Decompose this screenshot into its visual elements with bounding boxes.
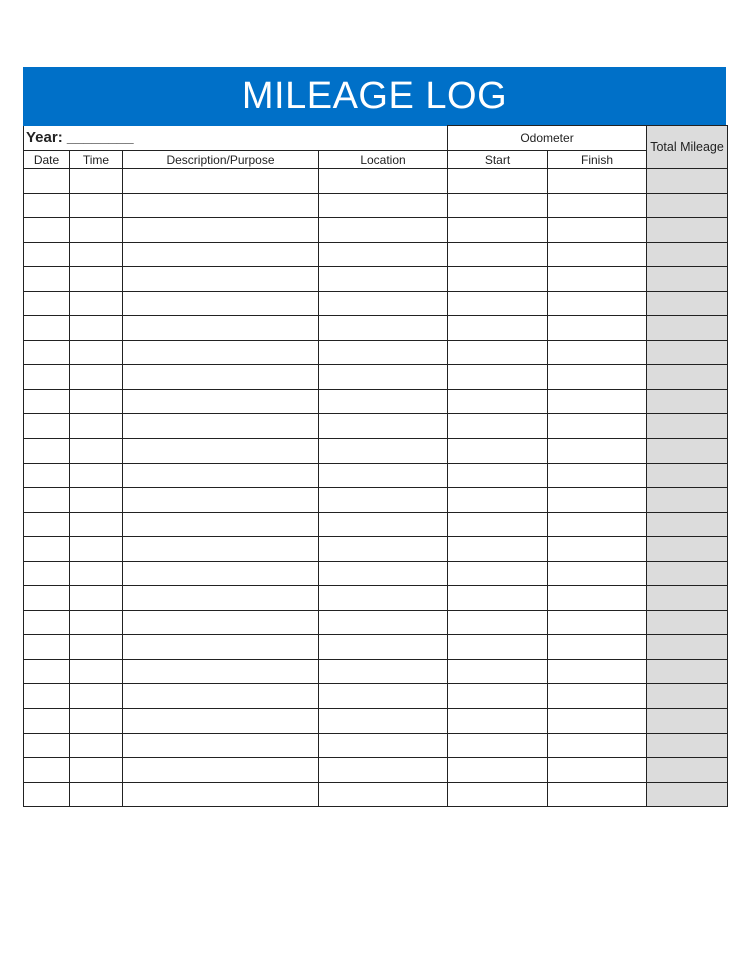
odometer-start-cell[interactable] bbox=[448, 512, 548, 537]
description-header: Description/Purpose bbox=[123, 151, 319, 169]
odometer-start-cell[interactable] bbox=[448, 267, 548, 292]
odometer-start-header: Start bbox=[448, 151, 548, 169]
odometer-finish-cell[interactable] bbox=[548, 709, 647, 734]
odometer-finish-cell[interactable] bbox=[548, 586, 647, 611]
description-cell[interactable] bbox=[123, 365, 319, 390]
time-cell[interactable] bbox=[70, 267, 123, 292]
odometer-start-cell[interactable] bbox=[448, 610, 548, 635]
time-cell[interactable] bbox=[70, 488, 123, 513]
odometer-start-cell[interactable] bbox=[448, 659, 548, 684]
table-row bbox=[24, 193, 728, 218]
table-row bbox=[24, 488, 728, 513]
time-cell[interactable] bbox=[70, 169, 123, 194]
total-mileage-cell[interactable] bbox=[647, 463, 728, 488]
total-mileage-cell[interactable] bbox=[647, 684, 728, 709]
location-cell[interactable] bbox=[319, 709, 448, 734]
year-label: Year: bbox=[26, 129, 63, 147]
odometer-start-cell[interactable] bbox=[448, 758, 548, 783]
odometer-finish-cell[interactable] bbox=[548, 463, 647, 488]
table-row bbox=[24, 414, 728, 439]
mileage-log-table bbox=[23, 125, 728, 807]
date-cell[interactable] bbox=[24, 782, 70, 807]
total-mileage-cell[interactable] bbox=[647, 537, 728, 562]
description-cell[interactable] bbox=[123, 561, 319, 586]
odometer-start-cell[interactable] bbox=[448, 389, 548, 414]
date-cell[interactable] bbox=[24, 340, 70, 365]
time-cell[interactable] bbox=[70, 512, 123, 537]
time-cell[interactable] bbox=[70, 242, 123, 267]
location-cell[interactable] bbox=[319, 512, 448, 537]
description-cell[interactable] bbox=[123, 463, 319, 488]
location-cell[interactable] bbox=[319, 758, 448, 783]
description-cell[interactable] bbox=[123, 709, 319, 734]
date-cell[interactable] bbox=[24, 316, 70, 341]
location-cell[interactable] bbox=[319, 635, 448, 660]
time-cell[interactable] bbox=[70, 635, 123, 660]
total-mileage-cell[interactable] bbox=[647, 586, 728, 611]
odometer-start-cell[interactable] bbox=[448, 733, 548, 758]
odometer-start-cell[interactable] bbox=[448, 340, 548, 365]
total-mileage-cell[interactable] bbox=[647, 561, 728, 586]
odometer-finish-cell[interactable] bbox=[548, 218, 647, 243]
total-mileage-cell[interactable] bbox=[647, 340, 728, 365]
description-cell[interactable] bbox=[123, 291, 319, 316]
total-mileage-cell[interactable] bbox=[647, 782, 728, 807]
location-cell[interactable] bbox=[319, 316, 448, 341]
odometer-start-cell[interactable] bbox=[448, 586, 548, 611]
total-mileage-cell[interactable] bbox=[647, 291, 728, 316]
total-mileage-cell[interactable] bbox=[647, 414, 728, 439]
location-cell[interactable] bbox=[319, 439, 448, 464]
location-cell[interactable] bbox=[319, 365, 448, 390]
odometer-group-header: Odometer bbox=[448, 126, 647, 151]
table-row bbox=[24, 439, 728, 464]
time-cell[interactable] bbox=[70, 709, 123, 734]
odometer-finish-cell[interactable] bbox=[548, 659, 647, 684]
time-cell[interactable] bbox=[70, 414, 123, 439]
year-value: ________ bbox=[66, 129, 134, 147]
description-cell[interactable] bbox=[123, 733, 319, 758]
table-row bbox=[24, 635, 728, 660]
odometer-start-cell[interactable] bbox=[448, 242, 548, 267]
total-mileage-cell[interactable] bbox=[647, 733, 728, 758]
date-cell[interactable] bbox=[24, 561, 70, 586]
table-row bbox=[24, 316, 728, 341]
time-cell[interactable] bbox=[70, 586, 123, 611]
description-cell[interactable] bbox=[123, 242, 319, 267]
date-cell[interactable] bbox=[24, 169, 70, 194]
odometer-finish-cell[interactable] bbox=[548, 291, 647, 316]
date-cell[interactable] bbox=[24, 635, 70, 660]
description-cell[interactable] bbox=[123, 193, 319, 218]
description-cell[interactable] bbox=[123, 586, 319, 611]
odometer-finish-header: Finish bbox=[548, 151, 647, 169]
odometer-start-cell[interactable] bbox=[448, 561, 548, 586]
odometer-finish-cell[interactable] bbox=[548, 733, 647, 758]
table-row bbox=[24, 709, 728, 734]
description-cell[interactable] bbox=[123, 635, 319, 660]
odometer-finish-cell[interactable] bbox=[548, 389, 647, 414]
date-cell[interactable] bbox=[24, 414, 70, 439]
odometer-finish-cell[interactable] bbox=[548, 610, 647, 635]
time-cell[interactable] bbox=[70, 193, 123, 218]
description-cell[interactable] bbox=[123, 684, 319, 709]
odometer-finish-cell[interactable] bbox=[548, 267, 647, 292]
table-row bbox=[24, 610, 728, 635]
page-title: MILEAGE LOG bbox=[23, 67, 726, 126]
description-cell[interactable] bbox=[123, 782, 319, 807]
location-cell[interactable] bbox=[319, 782, 448, 807]
odometer-start-cell[interactable] bbox=[448, 439, 548, 464]
table-row bbox=[24, 512, 728, 537]
table-row bbox=[24, 242, 728, 267]
odometer-finish-cell[interactable] bbox=[548, 512, 647, 537]
location-cell[interactable] bbox=[319, 193, 448, 218]
odometer-start-cell[interactable] bbox=[448, 488, 548, 513]
table-row bbox=[24, 659, 728, 684]
table-row bbox=[24, 758, 728, 783]
odometer-start-cell[interactable] bbox=[448, 218, 548, 243]
time-cell[interactable] bbox=[70, 758, 123, 783]
date-header: Date bbox=[24, 151, 70, 169]
time-cell[interactable] bbox=[70, 561, 123, 586]
location-header: Location bbox=[319, 151, 448, 169]
date-cell[interactable] bbox=[24, 684, 70, 709]
description-cell[interactable] bbox=[123, 659, 319, 684]
date-cell[interactable] bbox=[24, 610, 70, 635]
table-row bbox=[24, 267, 728, 292]
table-row bbox=[24, 389, 728, 414]
total-mileage-cell[interactable] bbox=[647, 488, 728, 513]
total-mileage-cell[interactable] bbox=[647, 758, 728, 783]
total-mileage-cell[interactable] bbox=[647, 218, 728, 243]
date-cell[interactable] bbox=[24, 659, 70, 684]
odometer-finish-cell[interactable] bbox=[548, 684, 647, 709]
total-mileage-cell[interactable] bbox=[647, 659, 728, 684]
location-cell[interactable] bbox=[319, 414, 448, 439]
location-cell[interactable] bbox=[319, 537, 448, 562]
location-cell[interactable] bbox=[319, 463, 448, 488]
total-mileage-cell[interactable] bbox=[647, 635, 728, 660]
table-row bbox=[24, 291, 728, 316]
total-mileage-cell[interactable] bbox=[647, 193, 728, 218]
description-cell[interactable] bbox=[123, 218, 319, 243]
date-cell[interactable] bbox=[24, 512, 70, 537]
description-cell[interactable] bbox=[123, 414, 319, 439]
table-row bbox=[24, 218, 728, 243]
location-cell[interactable] bbox=[319, 659, 448, 684]
table-row bbox=[24, 782, 728, 807]
total-mileage-cell[interactable] bbox=[647, 169, 728, 194]
total-mileage-cell[interactable] bbox=[647, 316, 728, 341]
odometer-start-cell[interactable] bbox=[448, 365, 548, 390]
date-cell[interactable] bbox=[24, 586, 70, 611]
table-row bbox=[24, 463, 728, 488]
odometer-finish-cell[interactable] bbox=[548, 316, 647, 341]
time-cell[interactable] bbox=[70, 463, 123, 488]
total-mileage-cell[interactable] bbox=[647, 709, 728, 734]
table-row bbox=[24, 684, 728, 709]
odometer-finish-cell[interactable] bbox=[548, 414, 647, 439]
odometer-finish-cell[interactable] bbox=[548, 193, 647, 218]
time-cell[interactable] bbox=[70, 389, 123, 414]
odometer-finish-cell[interactable] bbox=[548, 488, 647, 513]
table-row bbox=[24, 340, 728, 365]
description-cell[interactable] bbox=[123, 758, 319, 783]
description-cell[interactable] bbox=[123, 169, 319, 194]
description-cell[interactable] bbox=[123, 316, 319, 341]
date-cell[interactable] bbox=[24, 218, 70, 243]
location-cell[interactable] bbox=[319, 610, 448, 635]
date-cell[interactable] bbox=[24, 291, 70, 316]
total-mileage-cell[interactable] bbox=[647, 512, 728, 537]
time-cell[interactable] bbox=[70, 340, 123, 365]
table-row bbox=[24, 561, 728, 586]
odometer-finish-cell[interactable] bbox=[548, 635, 647, 660]
odometer-start-cell[interactable] bbox=[448, 169, 548, 194]
table-row bbox=[24, 733, 728, 758]
odometer-start-cell[interactable] bbox=[448, 635, 548, 660]
odometer-start-cell[interactable] bbox=[448, 684, 548, 709]
description-cell[interactable] bbox=[123, 439, 319, 464]
odometer-start-cell[interactable] bbox=[448, 782, 548, 807]
time-cell[interactable] bbox=[70, 291, 123, 316]
time-cell[interactable] bbox=[70, 610, 123, 635]
total-mileage-cell[interactable] bbox=[647, 610, 728, 635]
time-header: Time bbox=[70, 151, 123, 169]
location-cell[interactable] bbox=[319, 340, 448, 365]
odometer-start-cell[interactable] bbox=[448, 193, 548, 218]
odometer-finish-cell[interactable] bbox=[548, 758, 647, 783]
description-cell[interactable] bbox=[123, 389, 319, 414]
location-cell[interactable] bbox=[319, 169, 448, 194]
odometer-finish-cell[interactable] bbox=[548, 561, 647, 586]
location-cell[interactable] bbox=[319, 561, 448, 586]
time-cell[interactable] bbox=[70, 316, 123, 341]
year-field[interactable] bbox=[24, 126, 448, 151]
date-cell[interactable] bbox=[24, 389, 70, 414]
time-cell[interactable] bbox=[70, 733, 123, 758]
time-cell[interactable] bbox=[70, 659, 123, 684]
table-row bbox=[24, 169, 728, 194]
total-mileage-cell[interactable] bbox=[647, 439, 728, 464]
odometer-finish-cell[interactable] bbox=[548, 782, 647, 807]
table-row bbox=[24, 586, 728, 611]
date-cell[interactable] bbox=[24, 365, 70, 390]
odometer-finish-cell[interactable] bbox=[548, 340, 647, 365]
time-cell[interactable] bbox=[70, 782, 123, 807]
location-cell[interactable] bbox=[319, 733, 448, 758]
location-cell[interactable] bbox=[319, 291, 448, 316]
odometer-finish-cell[interactable] bbox=[548, 365, 647, 390]
location-cell[interactable] bbox=[319, 267, 448, 292]
date-cell[interactable] bbox=[24, 733, 70, 758]
description-cell[interactable] bbox=[123, 537, 319, 562]
odometer-start-cell[interactable] bbox=[448, 709, 548, 734]
total-mileage-cell[interactable] bbox=[647, 242, 728, 267]
location-cell[interactable] bbox=[319, 242, 448, 267]
odometer-finish-cell[interactable] bbox=[548, 242, 647, 267]
date-cell[interactable] bbox=[24, 488, 70, 513]
location-cell[interactable] bbox=[319, 586, 448, 611]
location-cell[interactable] bbox=[319, 389, 448, 414]
odometer-start-cell[interactable] bbox=[448, 414, 548, 439]
time-cell[interactable] bbox=[70, 684, 123, 709]
time-cell[interactable] bbox=[70, 537, 123, 562]
total-mileage-cell[interactable] bbox=[647, 389, 728, 414]
total-mileage-header: Total Mileage bbox=[647, 126, 728, 169]
table-row bbox=[24, 537, 728, 562]
date-cell[interactable] bbox=[24, 439, 70, 464]
time-cell[interactable] bbox=[70, 218, 123, 243]
description-cell[interactable] bbox=[123, 512, 319, 537]
odometer-start-cell[interactable] bbox=[448, 316, 548, 341]
total-mileage-cell[interactable] bbox=[647, 267, 728, 292]
odometer-start-cell[interactable] bbox=[448, 291, 548, 316]
table-row bbox=[24, 365, 728, 390]
time-cell[interactable] bbox=[70, 365, 123, 390]
location-cell[interactable] bbox=[319, 488, 448, 513]
description-cell[interactable] bbox=[123, 610, 319, 635]
time-cell[interactable] bbox=[70, 439, 123, 464]
description-cell[interactable] bbox=[123, 488, 319, 513]
date-cell[interactable] bbox=[24, 537, 70, 562]
odometer-start-cell[interactable] bbox=[448, 463, 548, 488]
date-cell[interactable] bbox=[24, 463, 70, 488]
odometer-start-cell[interactable] bbox=[448, 537, 548, 562]
location-cell[interactable] bbox=[319, 218, 448, 243]
date-cell[interactable] bbox=[24, 193, 70, 218]
location-cell[interactable] bbox=[319, 684, 448, 709]
total-mileage-cell[interactable] bbox=[647, 365, 728, 390]
odometer-finish-cell[interactable] bbox=[548, 439, 647, 464]
date-cell[interactable] bbox=[24, 267, 70, 292]
odometer-finish-cell[interactable] bbox=[548, 169, 647, 194]
date-cell[interactable] bbox=[24, 758, 70, 783]
description-cell[interactable] bbox=[123, 340, 319, 365]
description-cell[interactable] bbox=[123, 267, 319, 292]
date-cell[interactable] bbox=[24, 709, 70, 734]
date-cell[interactable] bbox=[24, 242, 70, 267]
odometer-finish-cell[interactable] bbox=[548, 537, 647, 562]
